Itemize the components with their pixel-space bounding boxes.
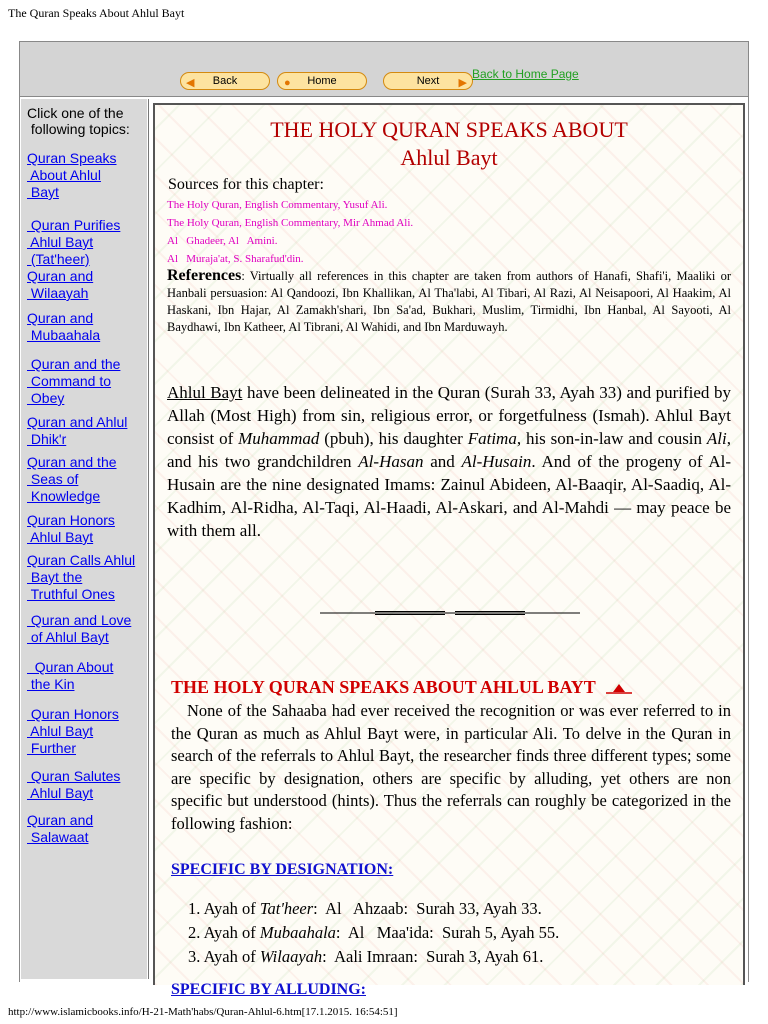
sidebar-topic-link[interactable] (27, 659, 147, 693)
ayah-post: : Al Ahzaab: Surah 33, Ayah 33. (313, 899, 542, 918)
back-button[interactable] (180, 72, 270, 90)
source-item: The Holy Quran, English Commentary, Yusuf Ali. (167, 199, 388, 211)
intro-text: , and his two grandchildren (167, 429, 731, 471)
sidebar-divider (148, 99, 149, 979)
up-arrow-icon[interactable] (606, 678, 632, 699)
sidebar-topic-line: Ahlul Bayt (27, 785, 94, 801)
main-content (153, 103, 745, 998)
sidebar-topic-line: Quran and the (27, 454, 117, 470)
title-line-2: Ahlul Bayt (400, 145, 498, 170)
intro-text: have been delineated in the Quran (Surah 33, Ayah 33) and purified by Allah (Most High) from sin, religious error, or forgetfulness (Ismah). Ahlul Bayt consist of (167, 383, 731, 448)
sidebar-topic-link[interactable] (27, 812, 147, 846)
sidebar-topic-line: Ahlul Bayt (27, 723, 94, 739)
sidebar-topic-line: Quran and the (27, 356, 121, 372)
sidebar-topic-line: Quran and (27, 812, 94, 828)
sidebar-topic-line: Seas of (27, 471, 79, 487)
sidebar-topic-link[interactable] (27, 552, 147, 603)
sidebar-topic-link[interactable] (27, 768, 147, 802)
intro-name: Al-Hasan (358, 452, 424, 471)
next-arrow-icon: ▶ (458, 77, 467, 89)
section-heading (171, 677, 632, 699)
back-label: Back (212, 75, 238, 87)
sidebar-topic-line: the Kin (27, 676, 75, 692)
intro-text: and (423, 452, 462, 471)
section-heading-text: THE HOLY QURAN SPEAKS ABOUT AHLUL BAYT (171, 677, 600, 697)
sidebar-topic-line: Quran and (27, 268, 94, 284)
sidebar (21, 99, 147, 979)
page-header-title: The Quran Speaks About Ahlul Bayt (8, 6, 185, 20)
sidebar-topic-line: Bayt (27, 184, 59, 200)
source-item: Al Ghadeer, Al Amini. (167, 235, 278, 247)
sidebar-topic-link[interactable] (27, 706, 147, 757)
intro-name: Fatima (467, 429, 517, 448)
sidebar-topic-line: Wilaayah (27, 285, 89, 301)
ayah-num: 2. (188, 923, 201, 942)
sidebar-topic-line: Ahlul Bayt (27, 234, 94, 250)
sidebar-topic-line: of Ahlul Bayt (27, 629, 109, 645)
sidebar-topic-line: Quran Speaks (27, 150, 117, 166)
sidebar-topic-line: Quran and (27, 310, 94, 326)
home-dot-icon: ● (284, 77, 291, 89)
sidebar-title-line: Click one of the (27, 105, 124, 121)
sidebar-topic-line: Ahlul Bayt (27, 529, 94, 545)
sidebar-topic-link[interactable] (27, 454, 147, 505)
sidebar-topic-line: Quran Calls Ahlul (27, 552, 136, 568)
sidebar-topic-line: Mubaahala (27, 327, 101, 343)
next-button[interactable] (383, 72, 473, 90)
sidebar-topic-line: (Tat'heer) (27, 251, 90, 267)
ayah-name: Mubaahala (259, 923, 336, 942)
sidebar-topic-link[interactable] (27, 150, 147, 201)
source-item: The Holy Quran, English Commentary, Mir Ahmad Ali. (167, 217, 414, 229)
ayah-name: Tat'heer (259, 899, 314, 918)
sources-heading: Sources for this chapter: (168, 176, 324, 193)
ayah-item (188, 921, 559, 945)
sidebar-topic-line: Dhik'r (27, 431, 67, 447)
sidebar-topic-link[interactable] (27, 414, 147, 448)
home-label: Home (307, 75, 337, 87)
sidebar-topic-line: Knowledge (27, 488, 101, 504)
sidebar-topic-line: Bayt the (27, 569, 83, 585)
sidebar-topic-link[interactable] (27, 356, 147, 407)
ayah-pre: Ayah of (203, 947, 260, 966)
sidebar-title (27, 105, 130, 137)
intro-text: . And of the progeny of Al-Husain are the nine designated Imams: Zainul Abideen, Al-Baaqir, Al-Saadiq, Al-Kadhim, Al-Ridha, Al-Taqi, Al-Haadi, Al-Askari, and Al-Mahdi — may peace be with them all. (167, 452, 732, 540)
ayah-name: Wilaayah (259, 947, 323, 966)
sidebar-topic-line: Quran Salutes (27, 768, 121, 784)
title-line-1: THE HOLY QURAN SPEAKS ABOUT (270, 117, 628, 142)
page-title (155, 116, 743, 172)
intro-name: Ali (706, 429, 727, 448)
sidebar-topic-link[interactable] (27, 512, 147, 546)
sidebar-topic-link[interactable] (27, 310, 147, 344)
nav-bar (20, 42, 748, 97)
ahlul-bayt-underlined: Ahlul Bayt (167, 383, 243, 402)
back-to-home-link[interactable]: Back to Home Page (472, 67, 579, 81)
ayah-item (188, 945, 543, 969)
sidebar-title-line: following topics: (27, 121, 130, 137)
ayah-item (188, 897, 542, 921)
ayah-post: : Al Maa'ida: Surah 5, Ayah 55. (335, 923, 560, 942)
intro-text: , his son-in-law and cousin (516, 429, 707, 448)
sidebar-topic-line: Quran Honors (27, 512, 115, 528)
intro-name: Al-Husain (461, 452, 532, 471)
sidebar-topic-line: Quran Purifies (27, 217, 121, 233)
sidebar-topic-link[interactable] (27, 612, 147, 646)
source-item: Al Muraja'at, S. Sharafud'din. (167, 253, 304, 265)
intro-name: Muhammad (238, 429, 320, 448)
sidebar-topic-line: About Ahlul (27, 167, 101, 183)
home-button[interactable] (277, 72, 367, 90)
specific-by-alluding-link[interactable]: SPECIFIC BY ALLUDING: (171, 981, 366, 998)
body-paragraph: None of the Sahaaba had ever received the recognition or was ever referred to in the Quran as much as Ahlul Bayt were, in particular Ali. To delve in the Quran in search of the referrals to Ahlul Bayt, the researcher finds three different types; some are specific by designation, others are specific by alluding, yet others are non specific but understood (hints). Thus the referrals can roughly be categorized in the following fashion: (171, 701, 731, 833)
ayah-pre: Ayah of (203, 923, 260, 942)
references-text: : Virtually all references in this chapter are taken from authors of Hanafi, Shafi'i, Maaliki or Hanbali persuasion: Al Qandoozi, Ibn Khallikan, Al Tha'labi, Al Tibari, Al Razi, Al Neisapoori, Al Haakim, Al Haskani, Ibn Hajar, Al Zamakh'shari, Ibn Sa'ad, Bukhari, Muslim, Tirmidhi, Ibn Hanbal, Al Sayooti, Al Baydhawi, Ibn Katheer, Al Tibrani, Al Wahidi, and Ibn Marduwayh. (167, 269, 731, 334)
ornamental-divider (320, 610, 580, 616)
sidebar-topic-link[interactable] (27, 268, 147, 302)
sidebar-topic-line: Quran Honors (27, 706, 119, 722)
page-frame (19, 41, 749, 998)
next-label: Next (416, 75, 440, 87)
sidebar-topic-line: Truthful Ones (27, 586, 115, 602)
back-arrow-icon: ◀ (186, 77, 195, 89)
sidebar-topic-link[interactable] (27, 217, 147, 268)
ayah-num: 1. (188, 899, 201, 918)
ayah-pre: Ayah of (203, 899, 260, 918)
sidebar-topic-line: Quran About (27, 659, 114, 675)
ayah-num: 3. (188, 947, 201, 966)
specific-by-designation-link[interactable]: SPECIFIC BY DESIGNATION: (171, 861, 394, 878)
intro-paragraph (167, 381, 731, 542)
page-footer-url: http://www.islamicbooks.info/H-21-Math'habs/Quran-Ahlul-6.htm[17.1.2015. 16:54:51] (8, 1006, 398, 1018)
references-paragraph (167, 267, 731, 336)
intro-text: (pbuh), his daughter (319, 429, 468, 448)
sidebar-topic-line: Quran and Ahlul (27, 414, 128, 430)
sidebar-topic-line: Quran and Love (27, 612, 132, 628)
sidebar-topic-line: Further (27, 740, 77, 756)
ayah-post: : Aali Imraan: Surah 3, Ayah 61. (322, 947, 544, 966)
sidebar-topic-line: Command to (27, 373, 112, 389)
sidebar-topic-line: Salawaat (27, 829, 89, 845)
sidebar-topic-line: Obey (27, 390, 65, 406)
references-label: References (167, 267, 242, 284)
